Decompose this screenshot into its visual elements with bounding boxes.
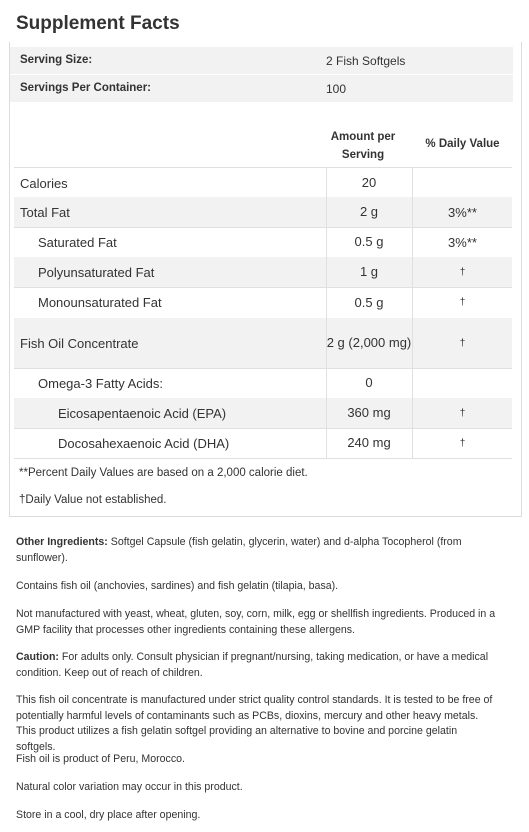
nutrient-name: Calories (20, 175, 68, 191)
nutrient-row-calories (14, 167, 512, 199)
allergen-contains: Contains fish oil (anchovies, sardines) and fish gelatin (tilapia, basa). (16, 580, 339, 592)
servings-per-container-value: 100 (326, 82, 347, 96)
nutrient-daily-value: † (459, 407, 466, 419)
nutrient-name: Total Fat (20, 204, 70, 220)
column-divider (326, 398, 327, 428)
nutrient-daily-value: † (459, 437, 466, 449)
other-ingredients (16, 535, 496, 566)
color-variation-statement: Natural color variation may occur in this product. (16, 781, 243, 793)
column-divider (412, 257, 413, 287)
column-divider (326, 287, 327, 318)
daily-value-header: % Daily Value (425, 138, 500, 150)
column-divider (326, 227, 327, 257)
serving-size-value: 2 Fish Softgels (326, 54, 406, 68)
nutrient-name: Fish Oil Concentrate (20, 335, 139, 351)
origin-statement: Fish oil is product of Peru, Morocco. (16, 753, 185, 765)
storage-statement: Store in a cool, dry place after opening. (16, 809, 201, 821)
nutrient-amount: 0 (365, 375, 373, 390)
percent-daily-value-footnote: **Percent Daily Values are based on a 2,000 calorie diet. (19, 467, 308, 479)
column-divider (326, 168, 327, 198)
dagger-footnote: †Daily Value not established. (19, 494, 167, 506)
nutrient-row-epa (14, 398, 512, 429)
nutrient-name: Monounsaturated Fat (38, 295, 162, 310)
nutrient-name: Polyunsaturated Fat (38, 264, 155, 280)
nutrient-amount: 240 mg (347, 435, 391, 450)
nutrient-amount: 20 (361, 175, 377, 190)
page-title: Supplement Facts (16, 13, 180, 34)
serving-size-label: Serving Size: (20, 54, 93, 66)
amount-per-serving-header: Amount per Serving (330, 131, 396, 161)
column-divider (412, 398, 413, 428)
nutrient-amount: 1 g (359, 264, 379, 279)
caution-label: Caution: (16, 651, 59, 663)
column-divider (326, 197, 327, 227)
nutrient-amount: 2 g (359, 204, 379, 219)
column-divider (326, 368, 327, 398)
servings-per-container-row (10, 75, 513, 102)
quality-statement: This fish oil concentrate is manufactured under strict quality control standards. It is tested to be free of potentially harmful levels of contaminants such as PCBs, dioxins, mercury and other heavy metals. This product utilizes a fish gelatin softgel providing an alternative to bovine and porcine gelatin softgels. (16, 694, 493, 753)
nutrient-amount: 360 mg (347, 405, 391, 420)
column-divider (412, 287, 413, 318)
nutrient-daily-value: † (459, 337, 466, 349)
nutrient-daily-value: 3%** (448, 204, 477, 220)
nutrient-daily-value: † (459, 266, 466, 278)
nutrient-daily-value: 3%** (448, 234, 477, 250)
nutrient-daily-value: † (459, 297, 466, 308)
nutrient-daily-value (413, 168, 512, 198)
nutrient-amount: 0.5 g (354, 234, 384, 249)
nutrient-name: Omega-3 Fatty Acids: (38, 375, 163, 391)
serving-size-row (10, 47, 513, 74)
nutrient-amount: 2 g (2,000 mg) (326, 335, 412, 350)
caution-text: For adults only. Consult physician if pregnant/nursing, taking medication, or have a medical condition. Keep out of reach of children. (16, 651, 489, 679)
nutrient-row-fish-oil-concentrate (14, 318, 512, 369)
nutrient-row-saturated-fat (14, 227, 512, 258)
column-divider (412, 428, 413, 458)
column-divider (326, 318, 327, 368)
other-ingredients-label: Other Ingredients: (16, 536, 108, 548)
nutrient-name: Saturated Fat (38, 234, 117, 250)
nutrient-row-omega-3-fatty-acids (14, 368, 512, 399)
servings-per-container-label: Servings Per Container: (20, 82, 152, 94)
nutrient-name: Docosahexaenoic Acid (DHA) (58, 435, 230, 451)
nutrient-row-total-fat (14, 197, 512, 228)
column-divider (326, 257, 327, 287)
column-divider (412, 318, 413, 368)
caution-statement (16, 650, 496, 681)
column-divider (412, 197, 413, 227)
nutrient-daily-value (413, 368, 512, 398)
nutrient-row-dha (14, 428, 512, 459)
nutrient-amount: 0.5 g (354, 294, 384, 310)
allergen-statement: Not manufactured with yeast, wheat, gluten, soy, corn, milk, egg or shellfish ingredients. Produced in a GMP facility that processes other ingredients containing these allergens. (16, 608, 496, 636)
nutrient-name: Eicosapentaenoic Acid (EPA) (58, 405, 227, 421)
column-divider (326, 428, 327, 458)
nutrient-row-monounsaturated-fat (14, 287, 512, 319)
other-ingredients-text: Softgel Capsule (fish gelatin, glycerin, water) and d-alpha Tocopherol (from sunflower). (16, 536, 462, 564)
column-divider (412, 368, 413, 398)
column-divider (412, 227, 413, 257)
column-divider (412, 168, 413, 198)
nutrient-row-polyunsaturated-fat (14, 257, 512, 288)
